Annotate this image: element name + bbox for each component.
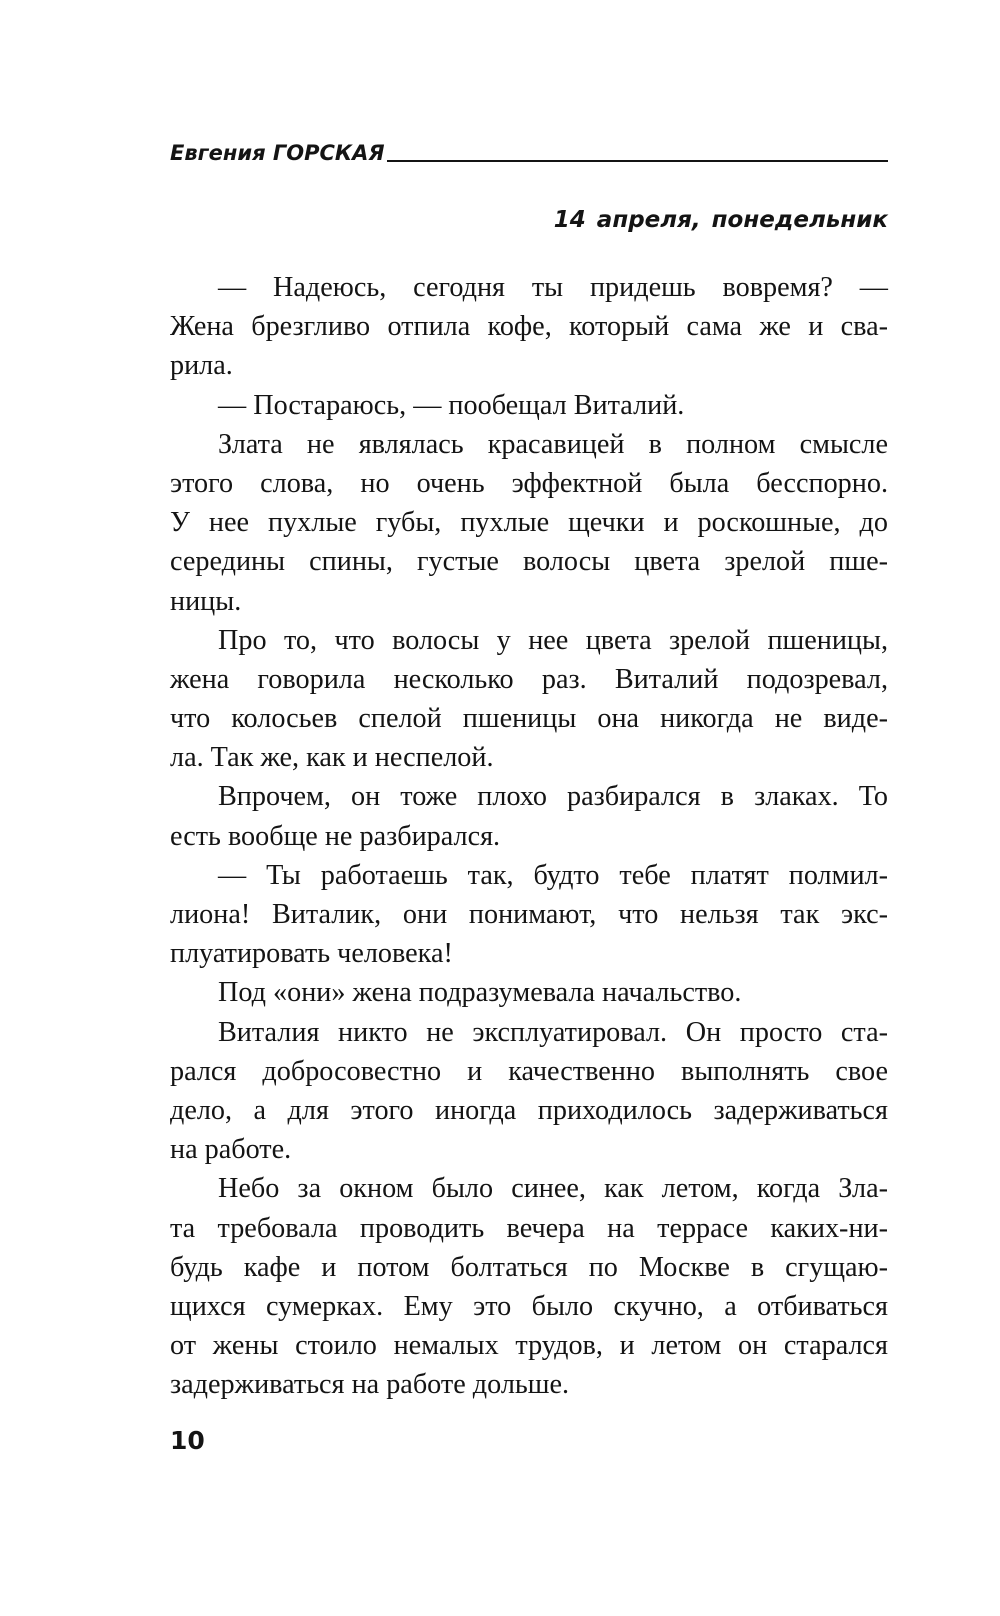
text-line: ла. Так же, как и неспелой.: [170, 742, 494, 774]
text-line: что колосьев спелой пшеницы она никогда не виде-: [170, 703, 888, 735]
paragraph: [170, 777, 888, 855]
paragraph: [170, 1169, 888, 1404]
text-line: — Надеюсь, сегодня ты придешь вовремя? —: [218, 272, 888, 303]
text-line: Виталия никто не эксплуатировал. Он просто ста-: [218, 1016, 888, 1048]
text-line: рила.: [170, 350, 233, 382]
text-line: от жены стоило немалых трудов, и летом он старался: [170, 1330, 888, 1362]
text-line: плуатировать человека!: [170, 938, 453, 970]
text-line: — Ты работаешь так, будто тебе платят полмил-: [218, 859, 888, 891]
page-number: 10: [170, 1426, 205, 1455]
text-line: Злата не являлась красавицей в полном смысле: [218, 428, 888, 460]
text-line: задерживаться на работе дольше.: [170, 1369, 570, 1401]
text-line: Про то, что волосы у нее цвета зрелой пшеницы,: [218, 624, 888, 656]
text-line: на работе.: [170, 1134, 292, 1166]
text-line: этого слова, но очень эффектной была бесспорно.: [170, 467, 888, 499]
text-line: Под «они» жена подразумевала начальство.: [218, 977, 742, 1009]
text-line: Жена брезгливо отпила кофе, который сама же и сва-: [170, 311, 888, 343]
paragraph: [170, 621, 888, 778]
text-line: Впрочем, он тоже плохо разбирался в злаках. То: [218, 781, 888, 813]
chapter-date-heading: 14 апреля, понедельник: [553, 207, 888, 233]
text-line: жена говорила несколько раз. Виталий подозревал,: [170, 663, 888, 695]
text-line: дело, а для этого иногда приходилось задерживаться: [170, 1094, 888, 1126]
paragraph: [170, 973, 888, 1012]
text-line: — Постараюсь, — пообещал Виталий.: [218, 389, 685, 421]
header-rule: [387, 160, 889, 162]
header-author: Евгения ГОРСКАЯ: [170, 141, 385, 165]
text-line: лиона! Виталик, они понимают, что нельзя так экс-: [170, 899, 888, 930]
paragraph: [170, 856, 888, 974]
text-line: щихся сумерках. Ему это было скучно, а отбиваться: [170, 1290, 888, 1322]
paragraph: [170, 425, 888, 621]
paragraph: [170, 1013, 888, 1170]
text-line: середины спины, густые волосы цвета зрелой пше-: [170, 546, 888, 578]
text-line: Небо за окном было синее, как летом, когда Зла-: [218, 1173, 888, 1205]
paragraph: [170, 268, 888, 386]
text-line: будь кафе и потом болтаться по Москве в сгущаю-: [170, 1251, 888, 1283]
paragraph: [170, 386, 888, 425]
text-line: ницы.: [170, 585, 242, 617]
text-line: рался добросовестно и качественно выполнять свое: [170, 1055, 888, 1087]
running-header: [170, 135, 888, 165]
text-line: есть вообще не разбирался.: [170, 820, 501, 852]
text-line: та требовала проводить вечера на террасе каких-ни-: [170, 1212, 888, 1244]
text-line: У нее пухлые губы, пухлые щечки и роскошные, до: [170, 507, 888, 539]
body-text: [170, 268, 888, 1404]
